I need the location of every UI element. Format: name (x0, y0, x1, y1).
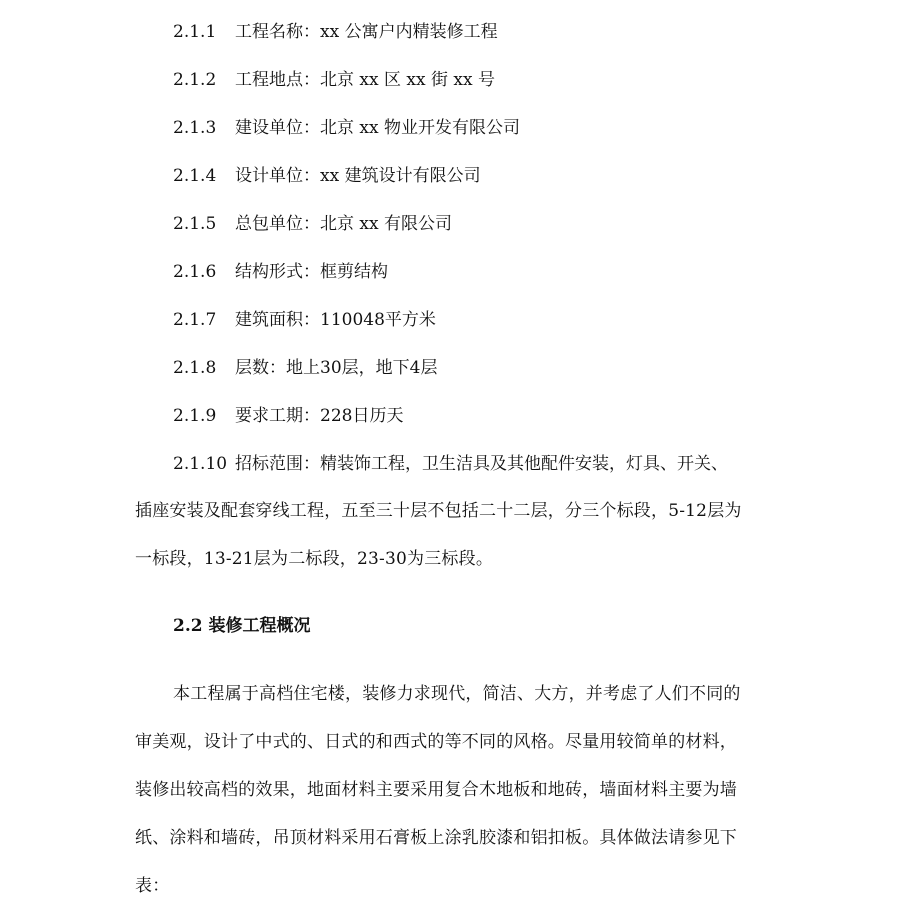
item-number: 2.1.3 (173, 118, 217, 138)
item-text: 设计单位：xx 建筑设计有限公司 (235, 166, 481, 186)
item-text: 工程名称：xx 公寓户内精装修工程 (235, 22, 498, 42)
item-number: 2.1.10 (173, 454, 228, 474)
item-2-1-6 (173, 261, 793, 283)
paragraph-line-5: 表： (135, 876, 170, 896)
item-2-1-5 (173, 213, 793, 235)
item-number: 2.1.5 (173, 214, 217, 234)
item-number: 2.1.9 (173, 406, 217, 426)
item-text: 层数：地上30层，地下4层 (235, 358, 438, 378)
item-text: 建筑面积：110048平方米 (235, 310, 436, 330)
item-number: 2.1.4 (173, 166, 217, 186)
paragraph-line-2: 审美观，设计了中式的、日式的和西式的等不同的风格。尽量用较简单的材料， (135, 732, 737, 752)
item-number: 2.1.1 (173, 22, 217, 42)
item-text: 工程地点：北京 xx 区 xx 街 xx 号 (235, 70, 495, 90)
item-text: 总包单位：北京 xx 有限公司 (235, 214, 452, 234)
paragraph-line-4: 纸、涂料和墙砖，吊顶材料采用石膏板上涂乳胶漆和铝扣板。具体做法请参见下 (135, 828, 737, 848)
item-text-line2: 插座安装及配套穿线工程，五至三十层不包括二十二层，分三个标段，5-12层为 (135, 501, 742, 521)
item-2-1-9 (173, 405, 793, 427)
item-text: 要求工期：228日历天 (235, 406, 404, 426)
item-text: 建设单位：北京 xx 物业开发有限公司 (235, 118, 520, 138)
item-2-1-10 (173, 453, 793, 475)
item-number: 2.1.7 (173, 310, 217, 330)
item-2-1-2 (173, 69, 793, 91)
item-text-line1: 招标范围：精装饰工程，卫生洁具及其他配件安装，灯具、开关、 (235, 454, 728, 474)
item-2-1-3 (173, 117, 793, 139)
paragraph-line-3: 装修出较高档的效果，地面材料主要采用复合木地板和地砖，墙面材料主要为墙 (135, 780, 737, 800)
item-number: 2.1.6 (173, 262, 217, 282)
section-heading: 2.2 装修工程概况 (173, 616, 311, 636)
item-2-1-1 (173, 21, 793, 43)
item-text: 结构形式：框剪结构 (235, 262, 388, 282)
item-number: 2.1.2 (173, 70, 217, 90)
item-2-1-8 (173, 357, 793, 379)
item-2-1-4 (173, 165, 793, 187)
item-2-1-7 (173, 309, 793, 331)
paragraph-line-1: 本工程属于高档住宅楼，装修力求现代，简洁、大方，并考虑了人们不同的 (173, 684, 741, 704)
item-number: 2.1.8 (173, 358, 217, 378)
item-text-line3: 一标段，13-21层为二标段，23-30为三标段。 (135, 549, 494, 569)
